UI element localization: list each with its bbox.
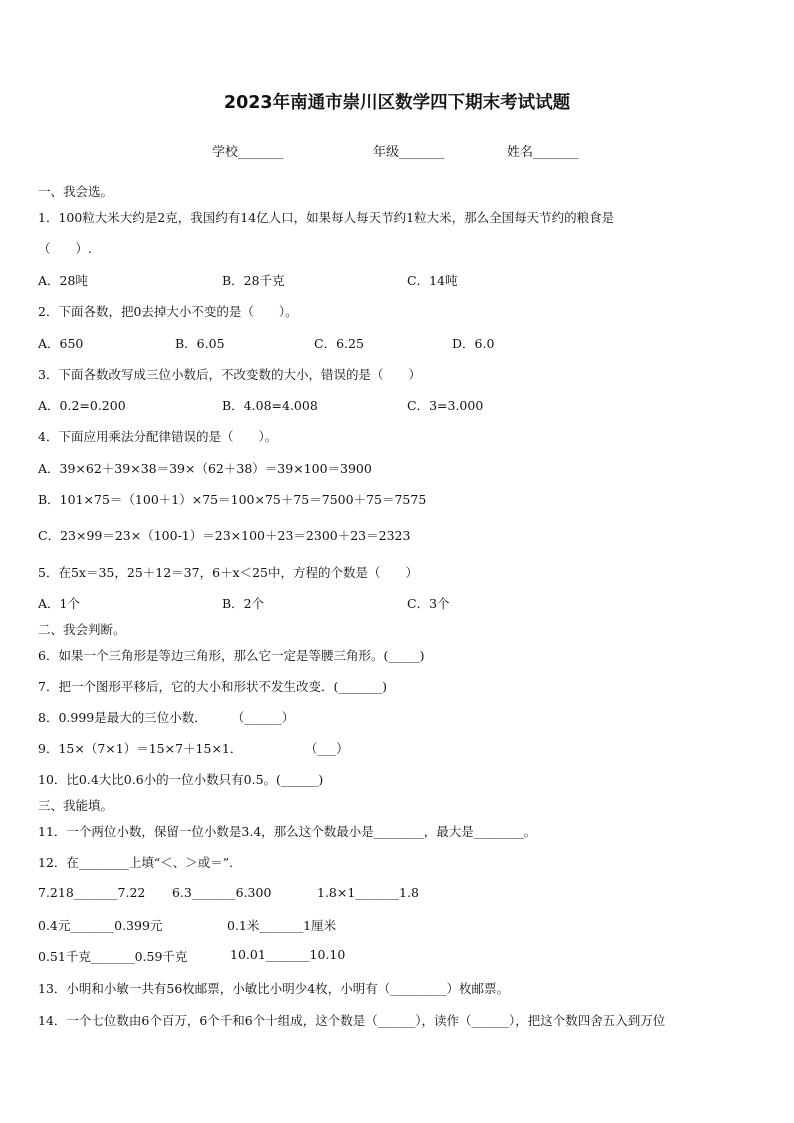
question-11: 11．一个两位小数，保留一位小数是3.4，那么这个数最小是________，最大是________。 bbox=[38, 824, 537, 839]
q12-item: 0.4元_______0.399元 bbox=[38, 918, 163, 933]
q2-option-d: D．6.0 bbox=[452, 336, 495, 351]
q12-item: 6.3_______6.300 bbox=[172, 885, 272, 900]
school-field: 学校_______ bbox=[212, 145, 284, 160]
page-title: 2023年南通市崇川区数学四下期末考试试题 bbox=[223, 93, 571, 113]
question-4: 4．下面应用乘法分配律错误的是（ ）。 bbox=[38, 429, 278, 444]
q2-option-a: A．650 bbox=[38, 336, 84, 351]
section-heading: 三、我能填。 bbox=[38, 798, 114, 813]
question-3: 3．下面各数改写成三位小数后，不改变数的大小，错误的是（ ） bbox=[38, 367, 421, 382]
q2-option-b: B．6.05 bbox=[175, 336, 225, 351]
question-13: 13．小明和小敏一共有56枚邮票，小敏比小明少4枚，小明有（_________）枚邮票。 bbox=[38, 981, 510, 996]
q12-item: 1.8×1_______1.8 bbox=[317, 885, 419, 900]
question-1-bracket: （ ）. bbox=[38, 241, 92, 256]
q12-item: 0.1米_______1厘米 bbox=[227, 918, 337, 933]
name-field: 姓名_______ bbox=[507, 145, 579, 160]
section-heading: 一、我会选。 bbox=[38, 184, 114, 199]
q5-option-a: A．1个 bbox=[38, 596, 80, 611]
q12-item: 10.01_______10.10 bbox=[230, 947, 346, 962]
question-10: 10．比0.4大比0.6小的一位小数只有0.5。(______) bbox=[38, 772, 324, 787]
q4-option-c: C．23×99＝23×（100-1）＝23×100＋23＝2300＋23＝2323 bbox=[38, 528, 411, 543]
q3-option-a: A．0.2=0.200 bbox=[38, 398, 126, 413]
question-14: 14．一个七位数由6个百万，6个千和6个十组成，这个数是（______），读作（______），把这个数四舍五入到万位 bbox=[38, 1013, 666, 1028]
section-heading: 二、我会判断。 bbox=[38, 622, 126, 637]
question-12: 12．在________上填“＜、＞或＝”. bbox=[38, 855, 234, 870]
question-9: 9．15×（7×1）＝15×7＋15×1． （___） bbox=[38, 741, 349, 756]
q3-option-b: B．4.08=4.008 bbox=[222, 398, 318, 413]
question-8: 8．0.999是最大的三位小数． （______） bbox=[38, 710, 295, 725]
q1-option-c: C．14吨 bbox=[407, 273, 458, 288]
question-5: 5．在5x＝35，25＋12＝37，6＋x＜25中，方程的个数是（ ） bbox=[38, 565, 418, 580]
q5-option-c: C．3个 bbox=[407, 596, 450, 611]
q12-item: 7.218_______7.22 bbox=[38, 885, 146, 900]
question-1: 1．100粒大米大约是2克，我国约有14亿人口，如果每人每天节约1粒大米，那么全国每天节约的粮食是 bbox=[38, 210, 615, 225]
question-2: 2．下面各数，把0去掉大小不变的是（ ）。 bbox=[38, 304, 298, 319]
q12-item: 0.51千克_______0.59千克 bbox=[38, 949, 188, 964]
q5-option-b: B．2个 bbox=[222, 596, 265, 611]
q1-option-b: B．28千克 bbox=[222, 273, 285, 288]
q3-option-c: C．3=3.000 bbox=[407, 398, 484, 413]
q1-option-a: A．28吨 bbox=[38, 273, 88, 288]
grade-field: 年级_______ bbox=[373, 145, 445, 160]
q2-option-c: C．6.25 bbox=[314, 336, 364, 351]
q4-option-b: B．101×75＝（100＋1）×75＝100×75＋75＝7500＋75＝7575 bbox=[38, 492, 427, 507]
q4-option-a: A．39×62＋39×38＝39×（62＋38）＝39×100＝3900 bbox=[38, 461, 372, 476]
question-6: 6．如果一个三角形是等边三角形，那么它一定是等腰三角形。(_____) bbox=[38, 648, 425, 663]
question-7: 7．把一个图形平移后，它的大小和形状不发生改变．(_______) bbox=[38, 679, 387, 694]
